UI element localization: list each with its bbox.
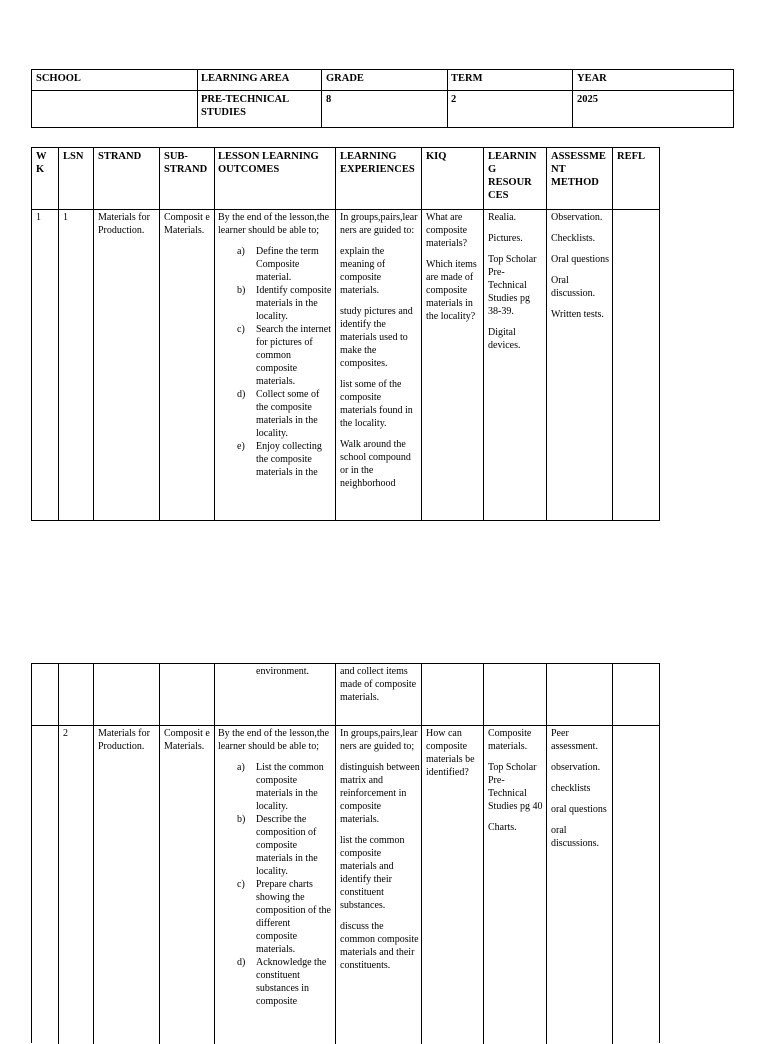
row2-outcomes — [218, 727, 333, 1027]
scheme-table — [31, 147, 660, 521]
paragraph: discuss the common composite materials and their constituents. — [340, 921, 419, 971]
row1-sub-strand: Composit e Materials. — [164, 212, 210, 236]
list-item: b) Describe the composition of composite materials in the locality. — [237, 814, 318, 877]
paragraph: Observation. — [551, 212, 603, 223]
header-grade-label: GRADE — [326, 73, 364, 84]
row2-experiences — [340, 727, 420, 1027]
paragraph: Written tests. — [551, 309, 604, 320]
paragraph: list the common composite materials and identify their constituent substances. — [340, 835, 405, 911]
col-header-experiences: LEARNING EXPERIENCES — [340, 151, 415, 175]
list-item: d) Acknowledge the constituent substances in composite — [237, 957, 327, 1007]
list-item: b) Identify composite materials in the locality. — [237, 285, 332, 322]
header-learning-area-value: PRE-TECHNICAL STUDIES — [201, 94, 289, 118]
header-grade-value: 8 — [326, 94, 332, 105]
row2-assessment — [551, 727, 611, 858]
row2-kiq — [426, 727, 482, 787]
col-header-sub-strand: SUB-STRAND — [164, 151, 208, 175]
paragraph: list some of the composite materials found in the locality. — [340, 379, 413, 429]
list-item: e) Enjoy collecting the composite materials in the — [237, 441, 322, 478]
row1-assessment — [551, 211, 611, 329]
paragraph: What are composite materials? — [426, 212, 468, 249]
paragraph: checklists — [551, 783, 591, 794]
header-table — [31, 69, 734, 128]
row1-lsn: 1 — [63, 212, 68, 223]
col-header-strand: STRAND — [98, 151, 142, 162]
row2-sub-strand: Composit e Materials. — [164, 728, 210, 752]
list-item: a) List the common composite materials in the locality. — [237, 762, 324, 812]
paragraph: Composite materials. — [488, 728, 532, 752]
list-item: c) Prepare charts showing the composition of the different composite materials. — [237, 879, 331, 955]
row1-outcomes — [218, 211, 333, 519]
paragraph: Top Scholar Pre-Technical Studies pg 40 — [488, 762, 543, 812]
row1-outcomes-continued: environment. — [256, 666, 310, 677]
paragraph: distinguish between matrix and reinforcement in composite materials. — [340, 762, 420, 825]
row2-outcomes-list — [218, 761, 333, 1008]
header-learning-area-label: LEARNING AREA — [201, 73, 290, 84]
paragraph: Realia. — [488, 212, 517, 223]
paragraph: explain the meaning of composite materials. — [340, 246, 386, 296]
col-header-resources: LEARNIN G RESOUR CES — [488, 151, 537, 201]
paragraph: oral discussions. — [551, 825, 600, 849]
row2-strand: Materials for Production. — [98, 728, 150, 752]
paragraph: In groups,pairs,lear ners are guided to: — [340, 212, 418, 236]
col-header-wk: W K — [36, 151, 47, 175]
paragraph: Pictures. — [488, 233, 523, 244]
row1-strand: Materials for Production. — [98, 212, 150, 236]
paragraph: Oral questions — [551, 254, 610, 265]
header-term-label: TERM — [451, 73, 483, 84]
row1-resources — [488, 211, 543, 360]
col-header-kiq: KIQ — [426, 151, 447, 162]
paragraph: observation. — [551, 762, 601, 773]
header-school-label: SCHOOL — [36, 73, 81, 84]
col-header-lsn: LSN — [63, 151, 84, 162]
list-item: a) Define the term Composite material. — [237, 246, 319, 283]
paragraph: How can composite materials be identified? — [426, 728, 475, 778]
row1-experiences-continued: and collect items made of composite materials. — [340, 666, 417, 703]
paragraph: Digital devices. — [488, 327, 521, 351]
row1-outcomes-list — [218, 245, 333, 479]
paragraph: Oral discussion. — [551, 275, 596, 299]
list-item: c) Search the internet for pictures of common composite materials. — [237, 324, 331, 387]
paragraph: Charts. — [488, 822, 517, 833]
paragraph: Top Scholar Pre-Technical Studies pg 38-39. — [488, 254, 537, 317]
header-year-value: 2025 — [577, 94, 598, 105]
col-header-assessment: ASSESSME NT METHOD — [551, 151, 606, 188]
col-header-refl: REFL — [617, 151, 646, 162]
row2-lsn: 2 — [63, 728, 68, 739]
row1-outcomes-intro: By the end of the lesson,the learner should be able to; — [218, 212, 330, 236]
paragraph: Peer assessment. — [551, 728, 598, 752]
paragraph: study pictures and identify the materials used to make the composites. — [340, 306, 413, 369]
paragraph: Walk around the school compound or in the neighborhood — [340, 439, 411, 489]
paragraph: Which items are made of composite materials in the locality? — [426, 259, 477, 322]
col-header-outcomes: LESSON LEARNING OUTCOMES — [218, 151, 319, 175]
row1-experiences — [340, 211, 420, 519]
row2-outcomes-intro: By the end of the lesson,the learner should be able to; — [218, 728, 330, 752]
list-item: d) Collect some of the composite materials in the locality. — [237, 389, 320, 439]
row1-wk: 1 — [36, 212, 41, 223]
continuation-table — [31, 663, 660, 1043]
paragraph: oral questions — [551, 804, 607, 815]
row2-resources — [488, 727, 543, 842]
row1-kiq — [426, 211, 482, 331]
paragraph: Checklists. — [551, 233, 596, 244]
header-year-label: YEAR — [577, 73, 607, 84]
header-term-value: 2 — [451, 94, 457, 105]
paragraph: In groups,pairs,lear ners are guided to; — [340, 728, 418, 752]
